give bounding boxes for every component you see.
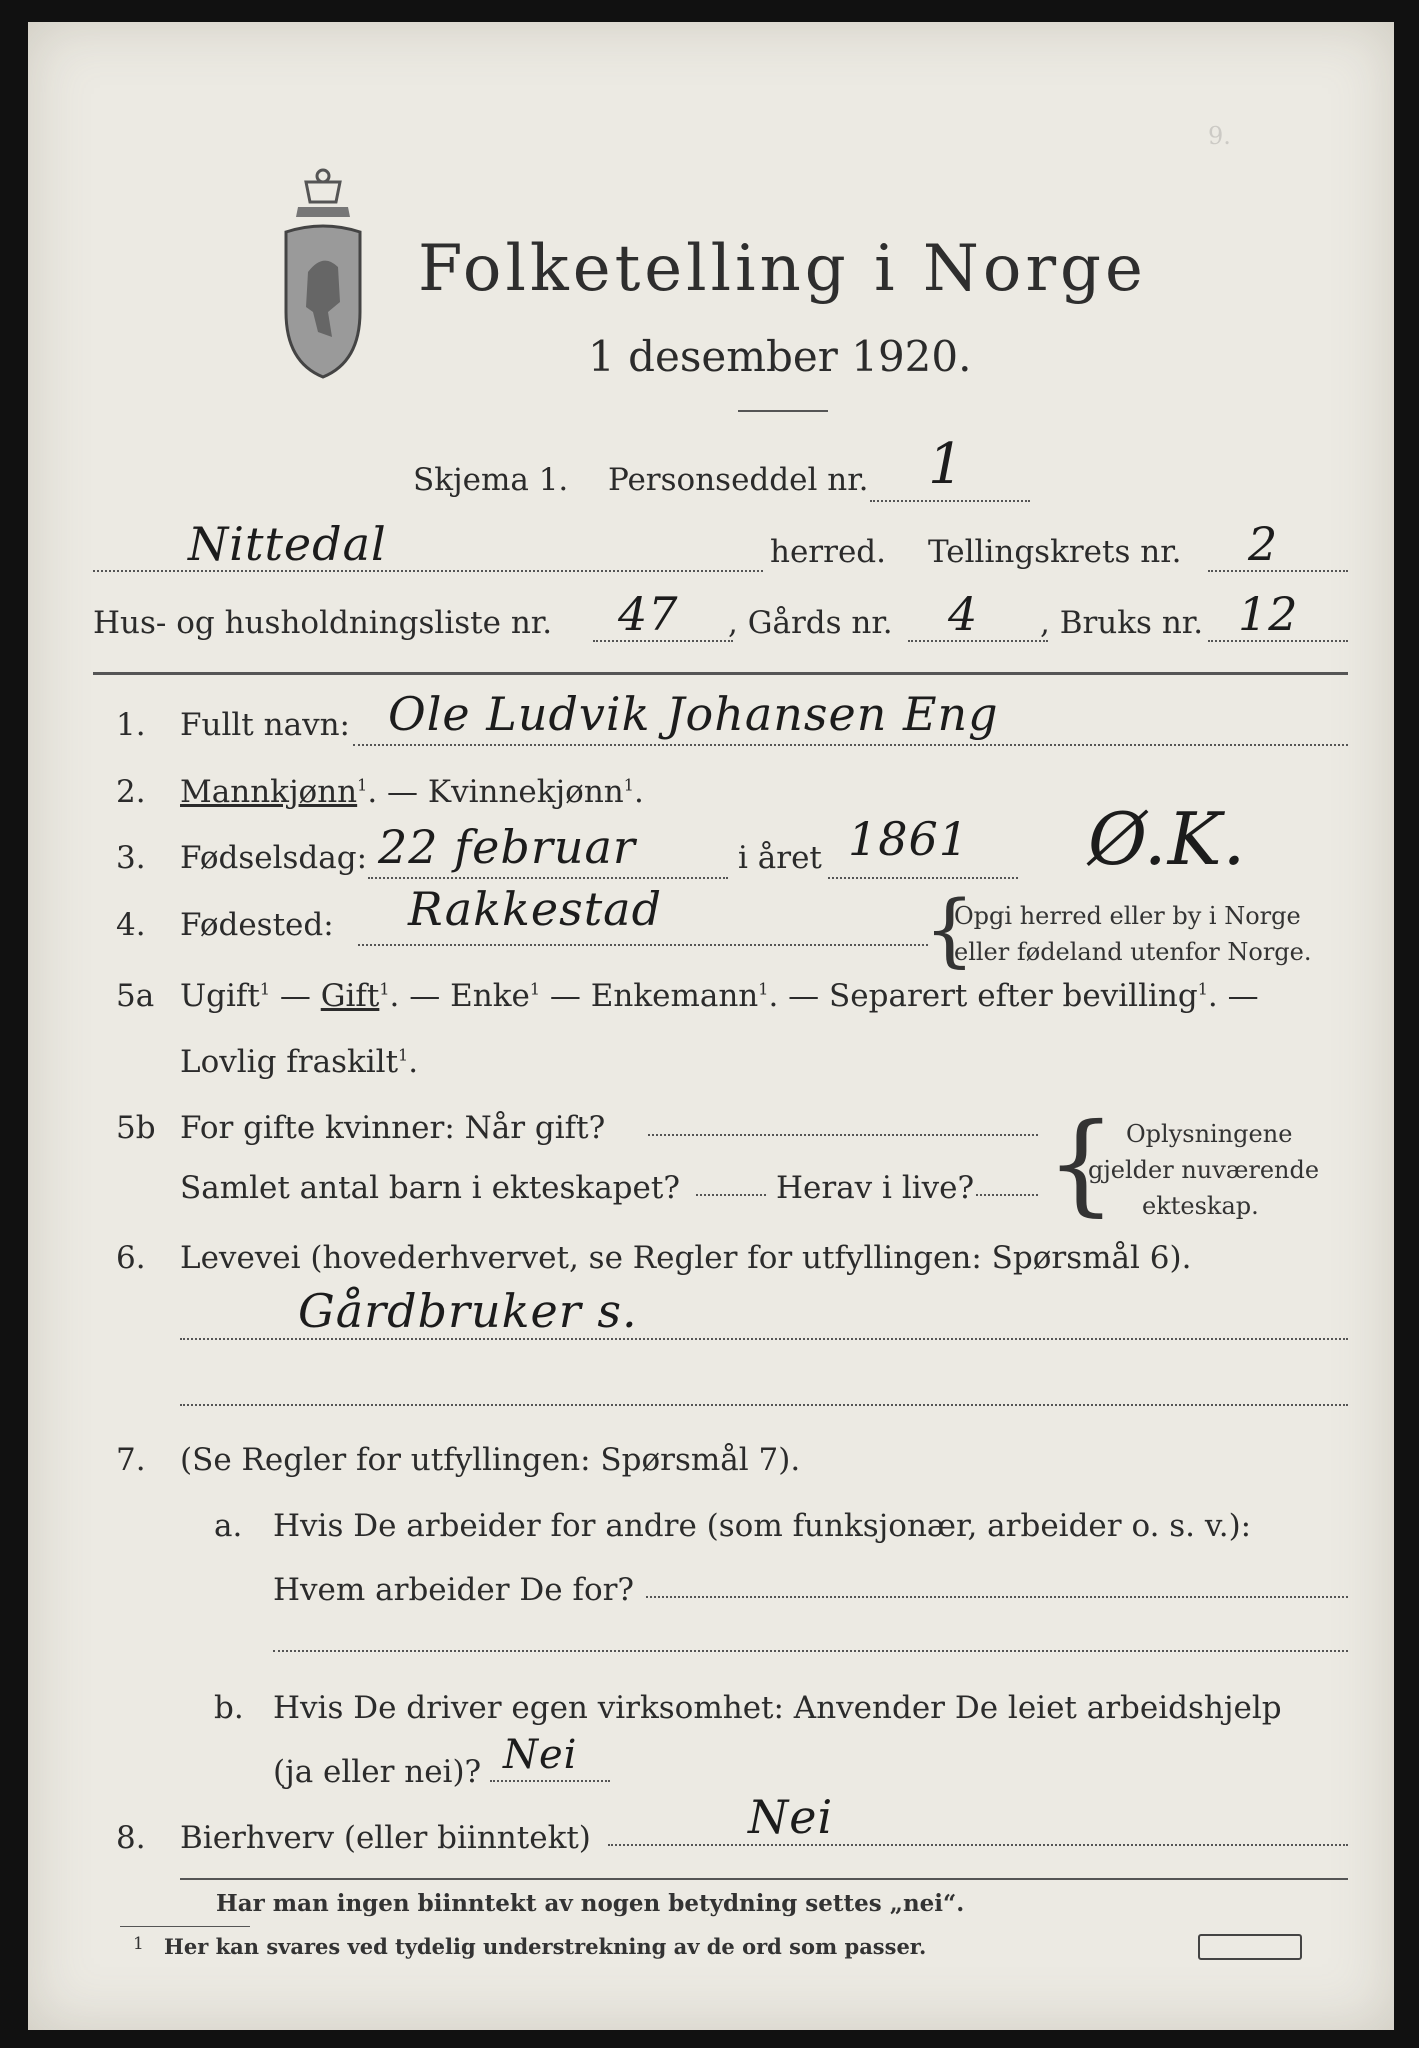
herred-label: herred. [770, 534, 886, 570]
herred-value: Nittedal [188, 517, 387, 571]
q3-year-label: i året [738, 840, 822, 876]
birthyear-field[interactable] [828, 877, 1018, 879]
marital-widower-option[interactable]: Enkemann [590, 978, 759, 1014]
footnote-text: Her kan svares ved tydelig understrekning av de ord som passer. [164, 1934, 927, 1959]
coat-of-arms-icon [268, 162, 378, 392]
header-separator [93, 672, 1348, 675]
bleed-through-text: 9. [1208, 122, 1231, 150]
side-income-field[interactable] [608, 1844, 1348, 1846]
q4-label: Fødested: [180, 907, 334, 943]
personseddel-value: 1 [928, 432, 965, 497]
employer-field-2[interactable] [273, 1650, 1348, 1652]
footnote-rule [120, 1926, 250, 1927]
q1-label: Fullt navn: [180, 707, 350, 743]
hired-help-field[interactable] [490, 1780, 610, 1782]
page-title: Folketelling i Norge [418, 232, 1147, 306]
q7a-letter: a. [214, 1508, 243, 1544]
q5b-note-2: gjelder nuværende [1088, 1156, 1320, 1184]
q5b-number: 5b [116, 1110, 156, 1146]
q8-number: 8. [116, 1820, 146, 1856]
marital-unmarried-option[interactable]: Ugift [180, 978, 260, 1014]
full-name-field[interactable] [353, 744, 1348, 746]
occupation-field-2[interactable] [180, 1404, 1348, 1406]
q5b-label: For gifte kvinner: Når gift? [180, 1110, 606, 1146]
q7-label: (Se Regler for utfyllingen: Spørsmål 7). [180, 1442, 801, 1478]
handwritten-initials: Ø.K. [1088, 797, 1247, 881]
q4-note-1: Opgi herred eller by i Norge [954, 902, 1301, 930]
children-alive-field[interactable] [976, 1194, 1038, 1196]
q5b-alive-label: Herav i live? [776, 1170, 975, 1206]
brace: { [924, 883, 975, 976]
q3-number: 3. [116, 840, 146, 876]
printer-stamp-icon [1198, 1934, 1302, 1960]
children-count-field[interactable] [696, 1194, 766, 1196]
tellingskrets-label: Tellingskrets nr. [928, 534, 1182, 570]
married-when-field[interactable] [648, 1134, 1038, 1136]
q4-number: 4. [116, 907, 146, 943]
q5b-note-3: ekteskap. [1142, 1192, 1259, 1220]
birthplace-value: Rakkestad [408, 882, 663, 936]
birthplace-field[interactable] [358, 944, 928, 946]
personseddel-label: Personseddel nr. [608, 462, 869, 498]
marital-divorced-option[interactable]: Lovlig fraskilt$^1$. [180, 1044, 419, 1080]
marital-married-option[interactable]: Gift [320, 978, 380, 1014]
q8-label: Bierhverv (eller biinntekt) [180, 1820, 591, 1856]
bruks-label: , Bruks nr. [1040, 605, 1204, 641]
marital-widow-option[interactable]: Enke [450, 978, 530, 1014]
tellingskrets-value: 2 [1248, 517, 1279, 571]
personseddel-field[interactable] [870, 500, 1030, 502]
full-name-value: Ole Ludvik Johansen Eng [388, 687, 999, 741]
census-date: 1 desember 1920. [588, 332, 972, 381]
q7a-label: Hvis De arbeider for andre (som funksjonær, arbeider o. s. v.): [273, 1508, 1252, 1544]
q7a-employer-label: Hvem arbeider De for? [273, 1572, 635, 1608]
birthdate-field[interactable] [368, 877, 728, 879]
q5b-children-label: Samlet antal barn i ekteskapet? [180, 1170, 680, 1206]
side-income-value: Nei [748, 1790, 834, 1844]
q7-number: 7. [116, 1442, 146, 1478]
birthyear-value: 1861 [848, 812, 970, 866]
q6-number: 6. [116, 1240, 146, 1276]
title-divider [738, 410, 828, 412]
bruks-value: 12 [1238, 587, 1299, 641]
q7b-label: Hvis De driver egen virksomhet: Anvender De leiet arbeidshjelp [273, 1690, 1282, 1726]
occupation-value: Gårdbruker s. [298, 1284, 638, 1338]
q7b-letter: b. [214, 1690, 244, 1726]
gards-value: 4 [948, 587, 979, 641]
q1-number: 1. [116, 707, 146, 743]
footer-note: Har man ingen biinntekt av nogen betydning settes „nei“. [216, 1890, 965, 1917]
q5a-number: 5a [116, 978, 155, 1014]
q6-label: Levevei (hovederhvervet, se Regler for utfyllingen: Spørsmål 6). [180, 1240, 1192, 1276]
census-form [28, 22, 1394, 2030]
marital-status-options: Ugift$^1$ — Gift$^1$. — Enke$^1$ — Enkemann$^1$. — Separert efter bevilling$^1$. — [180, 978, 1259, 1014]
employer-field[interactable] [646, 1596, 1348, 1598]
birthdate-value: 22 februar [378, 820, 636, 874]
q2-gender: Mannkjønn$^1$. — Kvinnekjønn$^1$. [180, 774, 644, 810]
footnote-marker: 1 [133, 1934, 144, 1954]
gender-male-option[interactable]: Mannkjønn [180, 774, 358, 810]
q3-label: Fødselsdag: [180, 840, 368, 876]
q5b-note-1: Oplysningene [1126, 1120, 1293, 1148]
skjema-label: Skjema 1. [413, 462, 569, 498]
q7b-hire-label: (ja eller nei)? [273, 1754, 482, 1790]
q2-number: 2. [116, 774, 146, 810]
hus-value: 47 [618, 587, 679, 641]
hus-label: Hus- og husholdningsliste nr. [93, 605, 553, 641]
occupation-field[interactable] [180, 1338, 1348, 1340]
brace: { [1046, 1099, 1116, 1227]
q4-note-2: eller fødeland utenfor Norge. [954, 938, 1312, 966]
gards-label: , Gårds nr. [728, 605, 893, 641]
marital-separated-option[interactable]: Separert efter bevilling [829, 978, 1198, 1014]
footer-separator [180, 1878, 1348, 1880]
gender-female-option[interactable]: . — Kvinnekjønn [367, 774, 624, 810]
hired-help-value: Nei [503, 1732, 578, 1778]
